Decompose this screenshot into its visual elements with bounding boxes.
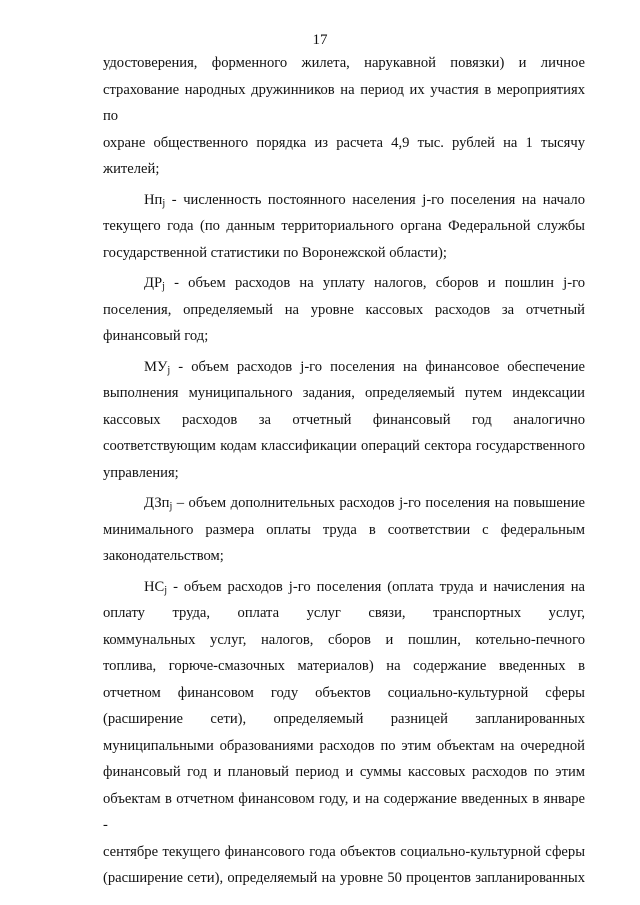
text-line: - объем расходов j-го поселения на финансовое обеспечение xyxy=(170,358,585,375)
text-line: финансовый год и плановый период и суммы кассовых расходов по этим xyxy=(103,764,585,780)
text-line: - численность постоянного населения j-го поселения на начало xyxy=(165,191,585,208)
definition-hp xyxy=(103,187,585,214)
text-line: отчетном финансовом году объектов социально-культурной сферы xyxy=(103,684,585,701)
definition-dz xyxy=(103,490,585,517)
text-line: (расширение сети), определяемый на уровне 50 процентов запланированных xyxy=(103,870,585,886)
text-line: выполнения муниципального задания, определяемый путем индексации xyxy=(103,385,585,401)
text-line: текущего года (по данным территориального органа Федеральной службы xyxy=(103,218,585,234)
text-line: законодательством; xyxy=(103,548,224,564)
symbol: ДР xyxy=(144,275,163,291)
subscript: j xyxy=(167,364,171,376)
text-line: государственной статистики по Воронежской области); xyxy=(103,244,447,261)
text-line: соответствующим кодам классификации операций сектора государственного xyxy=(103,438,585,454)
definition-dr xyxy=(103,270,585,297)
document-body xyxy=(103,50,585,892)
symbol: Нп xyxy=(144,191,163,208)
definition-ns xyxy=(103,574,585,601)
text-line: - объем расходов на уплату налогов, сборов и пошлин j-го xyxy=(164,275,585,291)
text-line: - объем расходов j-го поселения (оплата труда и начисления на xyxy=(167,578,585,595)
text-line: поселения, определяемый на уровне кассовых расходов за отчетный xyxy=(103,301,585,318)
subscript: j xyxy=(162,197,166,209)
text-line: страхование народных дружинников на период их участия в мероприятиях по xyxy=(103,81,585,124)
text-line: минимального размера оплаты труда в соответствии с федеральным xyxy=(103,521,585,538)
definition-mu xyxy=(103,354,585,381)
symbol: НС xyxy=(144,578,165,595)
text-line: топлива, горюче-смазочных материалов) на содержание введенных в xyxy=(103,658,585,674)
text-line: объектам в отчетном финансовом году, и на содержание введенных в январе - xyxy=(103,790,585,833)
text-line: жителей; xyxy=(103,161,160,177)
text-line: финансовый год; xyxy=(103,328,209,344)
text-line: муниципальными образованиями расходов по этим объектам на очередной xyxy=(103,737,585,754)
text-line: – объем дополнительных расходов j-го поселения на повышение xyxy=(172,495,585,511)
text-line: (расширение сети), определяемый разницей запланированных xyxy=(103,711,585,727)
symbol: МУ xyxy=(144,358,168,375)
text-line: охране общественного порядка из расчета 4,9 тыс. рублей на 1 тысячу xyxy=(103,134,585,151)
page-number: 17 xyxy=(312,32,328,48)
text-line: сентябре текущего финансового года объектов социально-культурной сферы xyxy=(103,843,585,860)
symbol: ДЗп xyxy=(144,495,170,511)
text-line: коммунальных услуг, налогов, сборов и пошлин, котельно-печного xyxy=(103,631,585,648)
text-line: кассовых расходов за отчетный финансовый год аналогично xyxy=(103,411,585,428)
subscript: j xyxy=(169,501,173,512)
text-line: оплату труда, оплата услуг связи, транспортных услуг, xyxy=(103,605,585,621)
subscript: j xyxy=(164,584,168,596)
subscript: j xyxy=(162,281,165,292)
text-line: удостоверения, форменного жилета, нарукавной повязки) и личное xyxy=(103,55,585,71)
text-line: управления; xyxy=(103,464,179,481)
